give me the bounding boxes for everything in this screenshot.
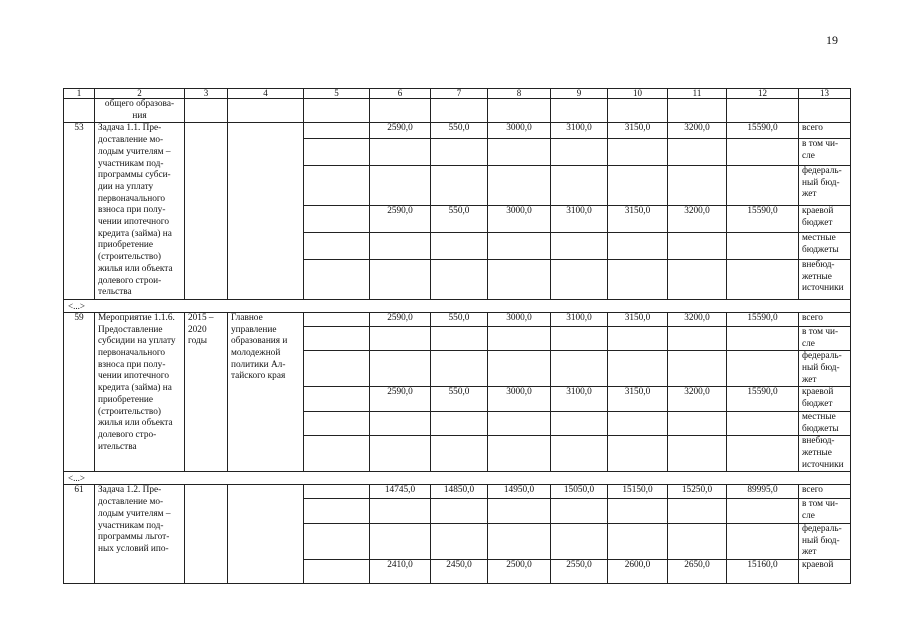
cell-value: 2600,0 <box>608 559 668 583</box>
cell-value: 3200,0 <box>668 312 727 326</box>
cell-value <box>727 411 799 435</box>
text-line: ный бюд- <box>802 177 840 188</box>
text-line: краевой <box>802 387 834 398</box>
cell-empty <box>551 99 608 123</box>
text-line: молодежной <box>231 348 281 359</box>
text-line: доставление мо- <box>98 497 164 508</box>
cell-source <box>799 351 851 387</box>
text-line: взноса при полу- <box>98 359 166 370</box>
cell-value <box>370 411 431 435</box>
cell-value: 3150,0 <box>608 312 668 326</box>
column-header: 7 <box>431 89 488 99</box>
text-line: ительства <box>98 441 137 452</box>
cell-col5 <box>304 559 370 583</box>
cell-value: 550,0 <box>431 205 488 232</box>
text-line: жилья или объекта <box>98 263 173 274</box>
cell-empty <box>668 99 727 123</box>
cell-value <box>608 411 668 435</box>
text-line: федераль- <box>802 165 842 176</box>
cell-value: 15050,0 <box>551 485 608 499</box>
cell-number: 61 <box>64 485 95 584</box>
cell-value: 2590,0 <box>370 312 431 326</box>
gap-marker: <...> <box>64 472 851 485</box>
cell-value <box>488 165 551 205</box>
cell-value <box>727 138 799 165</box>
cell-value <box>608 259 668 299</box>
cell-value <box>370 232 431 259</box>
text-line: долевого строи- <box>98 275 162 286</box>
column-header: 13 <box>799 89 851 99</box>
text-line: в том чи- <box>802 326 839 337</box>
cell-name <box>95 123 185 300</box>
cell-value <box>370 138 431 165</box>
cell-value <box>551 326 608 350</box>
cell-empty <box>185 99 228 123</box>
cell-source <box>799 499 851 523</box>
cell-value <box>727 523 799 559</box>
cell-value: 15590,0 <box>727 387 799 411</box>
text-line: кредита (займа) на <box>98 383 172 394</box>
cell-value <box>488 351 551 387</box>
column-header: 9 <box>551 89 608 99</box>
text-line: жилья или объекта <box>98 418 173 429</box>
cell-value: 15590,0 <box>727 123 799 139</box>
cell-col5 <box>304 312 370 326</box>
text-line: жетные <box>802 447 832 458</box>
gap-marker: <...> <box>64 299 851 312</box>
continuation-row <box>64 99 851 123</box>
text-line: чении ипотечного <box>98 217 170 228</box>
text-line: бюджеты <box>802 244 839 255</box>
cell-value: 3100,0 <box>551 387 608 411</box>
cell-source <box>799 259 851 299</box>
cell-value: 3200,0 <box>668 387 727 411</box>
cell-col5 <box>304 499 370 523</box>
cell-value <box>370 259 431 299</box>
cell-executor <box>228 312 304 471</box>
cell-value <box>551 138 608 165</box>
cell-value <box>370 499 431 523</box>
cell-value: 15160,0 <box>727 559 799 583</box>
text-line: сле <box>802 150 815 161</box>
text-line: чении ипотечного <box>98 371 170 382</box>
cell-value: 3200,0 <box>668 205 727 232</box>
cell-value <box>431 523 488 559</box>
text-line: (строительство) <box>98 406 161 417</box>
cell-value <box>608 351 668 387</box>
text-line: первоначального <box>98 193 166 204</box>
cell-value <box>551 436 608 472</box>
cell-value <box>431 165 488 205</box>
cell-value <box>551 232 608 259</box>
text-line: ния <box>132 110 147 121</box>
cell-number <box>64 99 95 123</box>
cell-value <box>668 523 727 559</box>
cell-source <box>799 205 851 232</box>
text-line: дии на уплату <box>98 181 154 192</box>
table-row <box>64 485 851 499</box>
cell-col5 <box>304 387 370 411</box>
text-line: приобретение <box>98 240 154 251</box>
cell-value: 14950,0 <box>488 485 551 499</box>
text-line: бюджет <box>802 217 833 228</box>
cell-value <box>488 232 551 259</box>
text-line: тайского края <box>231 371 286 382</box>
text-line: федераль- <box>802 351 842 362</box>
cell-col5 <box>304 205 370 232</box>
cell-source <box>799 436 851 472</box>
cell-col5 <box>304 138 370 165</box>
text-line: источники <box>802 283 844 294</box>
cell-value <box>488 436 551 472</box>
cell-value <box>727 326 799 350</box>
cell-number: 53 <box>64 123 95 300</box>
cell-col5 <box>304 165 370 205</box>
text-line: бюджет <box>802 399 833 410</box>
cell-value <box>488 499 551 523</box>
column-header: 5 <box>304 89 370 99</box>
cell-col5 <box>304 411 370 435</box>
text-line: внебюд- <box>802 436 835 447</box>
column-header: 8 <box>488 89 551 99</box>
cell-value <box>668 411 727 435</box>
cell-col5 <box>304 232 370 259</box>
cell-value <box>608 232 668 259</box>
cell-value: 3150,0 <box>608 387 668 411</box>
text-line: (строительство) <box>98 252 161 263</box>
cell-value <box>431 499 488 523</box>
text-line: Задача 1.1. Пре- <box>98 123 162 134</box>
text-line: лодым учителям – <box>98 146 171 157</box>
cell-value <box>727 351 799 387</box>
text-line: участникам под- <box>98 520 164 531</box>
gap-row <box>64 299 851 312</box>
text-line: краевой <box>802 559 834 570</box>
text-line: кредита (займа) на <box>98 228 172 239</box>
cell-col5 <box>304 351 370 387</box>
column-header: 3 <box>185 89 228 99</box>
cell-value <box>727 436 799 472</box>
column-header: 11 <box>668 89 727 99</box>
text-line: в том чи- <box>802 499 839 510</box>
cell-source <box>799 138 851 165</box>
cell-value: 3000,0 <box>488 123 551 139</box>
cell-value <box>668 232 727 259</box>
cell-value: 15590,0 <box>727 205 799 232</box>
cell-value <box>608 436 668 472</box>
text-line: общего образова- <box>104 99 175 109</box>
cell-col5 <box>304 436 370 472</box>
cell-col5 <box>304 485 370 499</box>
cell-name <box>95 312 185 471</box>
cell-col5 <box>304 523 370 559</box>
cell-value: 2650,0 <box>668 559 727 583</box>
text-line: жетные <box>802 271 832 282</box>
text-line: участникам под- <box>98 158 164 169</box>
cell-years <box>185 485 228 584</box>
text-line: ный бюд- <box>802 535 840 546</box>
cell-empty <box>228 99 304 123</box>
text-line: долевого стро- <box>98 429 157 440</box>
text-line: взноса при полу- <box>98 205 166 216</box>
cell-value: 550,0 <box>431 123 488 139</box>
text-line: жет <box>802 547 817 558</box>
cell-value: 15150,0 <box>608 485 668 499</box>
page-number: 19 <box>826 33 838 47</box>
cell-value <box>668 165 727 205</box>
cell-empty <box>431 99 488 123</box>
cell-value <box>551 351 608 387</box>
cell-value: 550,0 <box>431 387 488 411</box>
cell-years <box>185 312 228 471</box>
cell-value <box>370 326 431 350</box>
cell-col5 <box>304 123 370 139</box>
cell-value <box>551 499 608 523</box>
column-header: 2 <box>95 89 185 99</box>
cell-value <box>431 232 488 259</box>
cell-value: 3150,0 <box>608 123 668 139</box>
cell-value: 2590,0 <box>370 205 431 232</box>
cell-value <box>668 326 727 350</box>
text-line: Мероприятие 1.1.6. <box>98 312 175 323</box>
cell-source <box>799 232 851 259</box>
cell-value: 2590,0 <box>370 123 431 139</box>
cell-value <box>488 259 551 299</box>
cell-executor <box>228 123 304 300</box>
text-line: 2015 – <box>188 312 214 323</box>
column-header: 4 <box>228 89 304 99</box>
text-line: сле <box>802 338 815 349</box>
cell-value <box>608 165 668 205</box>
text-line: лодым учителям – <box>98 508 171 519</box>
text-line: образования и <box>231 336 288 347</box>
table-row <box>64 312 851 326</box>
text-line: тельства <box>98 287 132 298</box>
text-line: краевой <box>802 205 834 216</box>
text-line: сле <box>802 511 815 522</box>
program-financing-table <box>63 88 851 584</box>
cell-value <box>551 259 608 299</box>
cell-source <box>799 326 851 350</box>
cell-value <box>551 411 608 435</box>
cell-value <box>608 523 668 559</box>
text-line: внебюд- <box>802 259 835 270</box>
cell-years <box>185 123 228 300</box>
cell-value <box>370 523 431 559</box>
column-header: 1 <box>64 89 95 99</box>
cell-value <box>668 351 727 387</box>
text-line: ный бюд- <box>802 363 840 374</box>
cell-name <box>95 99 185 123</box>
cell-value <box>431 351 488 387</box>
cell-value: 550,0 <box>431 312 488 326</box>
text-line: бюджеты <box>802 423 839 434</box>
cell-empty <box>799 99 851 123</box>
cell-value: 14850,0 <box>431 485 488 499</box>
cell-value: 15250,0 <box>668 485 727 499</box>
cell-value: 2500,0 <box>488 559 551 583</box>
cell-empty <box>727 99 799 123</box>
cell-value: 3100,0 <box>551 123 608 139</box>
cell-value: 3150,0 <box>608 205 668 232</box>
cell-value <box>551 165 608 205</box>
text-line: доставление мо- <box>98 135 164 146</box>
text-line: субсидии на уплату <box>98 336 176 347</box>
text-line: годы <box>188 336 207 347</box>
text-line: всего <box>802 312 823 323</box>
cell-value: 15590,0 <box>727 312 799 326</box>
cell-col5 <box>304 259 370 299</box>
cell-source <box>799 485 851 499</box>
cell-value <box>431 138 488 165</box>
cell-name <box>95 485 185 584</box>
text-line: источники <box>802 459 844 470</box>
text-line: программы льгот- <box>98 532 170 543</box>
cell-value <box>488 138 551 165</box>
cell-empty <box>304 99 370 123</box>
text-line: управление <box>231 324 277 335</box>
text-line: ных условий ипо- <box>98 543 169 554</box>
text-line: местные <box>802 411 836 422</box>
cell-value <box>431 436 488 472</box>
cell-source <box>799 312 851 326</box>
cell-source <box>799 559 851 583</box>
cell-value <box>608 138 668 165</box>
column-header: 6 <box>370 89 431 99</box>
column-header: 12 <box>727 89 799 99</box>
cell-value <box>668 138 727 165</box>
cell-value: 14745,0 <box>370 485 431 499</box>
cell-value <box>727 232 799 259</box>
text-line: Главное <box>231 312 263 323</box>
cell-value: 3100,0 <box>551 312 608 326</box>
cell-source <box>799 123 851 139</box>
text-line: жет <box>802 189 817 200</box>
cell-value <box>668 436 727 472</box>
text-line: всего <box>802 485 823 496</box>
cell-value <box>668 259 727 299</box>
text-line: всего <box>802 123 823 134</box>
cell-empty <box>608 99 668 123</box>
cell-value <box>370 436 431 472</box>
cell-value: 3200,0 <box>668 123 727 139</box>
cell-value: 3000,0 <box>488 205 551 232</box>
text-line: федераль- <box>802 523 842 534</box>
text-line: политики Ал- <box>231 359 286 370</box>
column-header: 10 <box>608 89 668 99</box>
text-line: первоначального <box>98 348 166 359</box>
text-line: приобретение <box>98 394 154 405</box>
header-row <box>64 89 851 99</box>
text-line: в том чи- <box>802 138 839 149</box>
cell-value: 2410,0 <box>370 559 431 583</box>
cell-value <box>727 165 799 205</box>
cell-source <box>799 523 851 559</box>
table-row <box>64 123 851 139</box>
cell-number: 59 <box>64 312 95 471</box>
cell-value <box>727 259 799 299</box>
cell-col5 <box>304 326 370 350</box>
cell-value <box>488 523 551 559</box>
cell-executor <box>228 485 304 584</box>
text-line: жет <box>802 374 817 385</box>
cell-source <box>799 387 851 411</box>
cell-value <box>488 326 551 350</box>
text-line: Предоставление <box>98 324 163 335</box>
cell-empty <box>370 99 431 123</box>
text-line: программы субси- <box>98 170 171 181</box>
cell-value: 89995,0 <box>727 485 799 499</box>
cell-value <box>608 499 668 523</box>
cell-empty <box>488 99 551 123</box>
cell-value <box>431 411 488 435</box>
cell-value <box>668 499 727 523</box>
cell-value: 2590,0 <box>370 387 431 411</box>
cell-value: 3000,0 <box>488 312 551 326</box>
cell-value <box>431 259 488 299</box>
text-line: Задача 1.2. Пре- <box>98 485 162 496</box>
cell-value: 2550,0 <box>551 559 608 583</box>
text-line: местные <box>802 232 836 243</box>
gap-row <box>64 472 851 485</box>
cell-value <box>551 523 608 559</box>
cell-source <box>799 411 851 435</box>
cell-value <box>608 326 668 350</box>
cell-value: 3100,0 <box>551 205 608 232</box>
cell-source <box>799 165 851 205</box>
cell-value <box>727 499 799 523</box>
cell-value <box>370 351 431 387</box>
cell-value <box>370 165 431 205</box>
cell-value: 2450,0 <box>431 559 488 583</box>
text-line: 2020 <box>188 324 207 335</box>
cell-value: 3000,0 <box>488 387 551 411</box>
cell-value <box>431 326 488 350</box>
cell-value <box>488 411 551 435</box>
